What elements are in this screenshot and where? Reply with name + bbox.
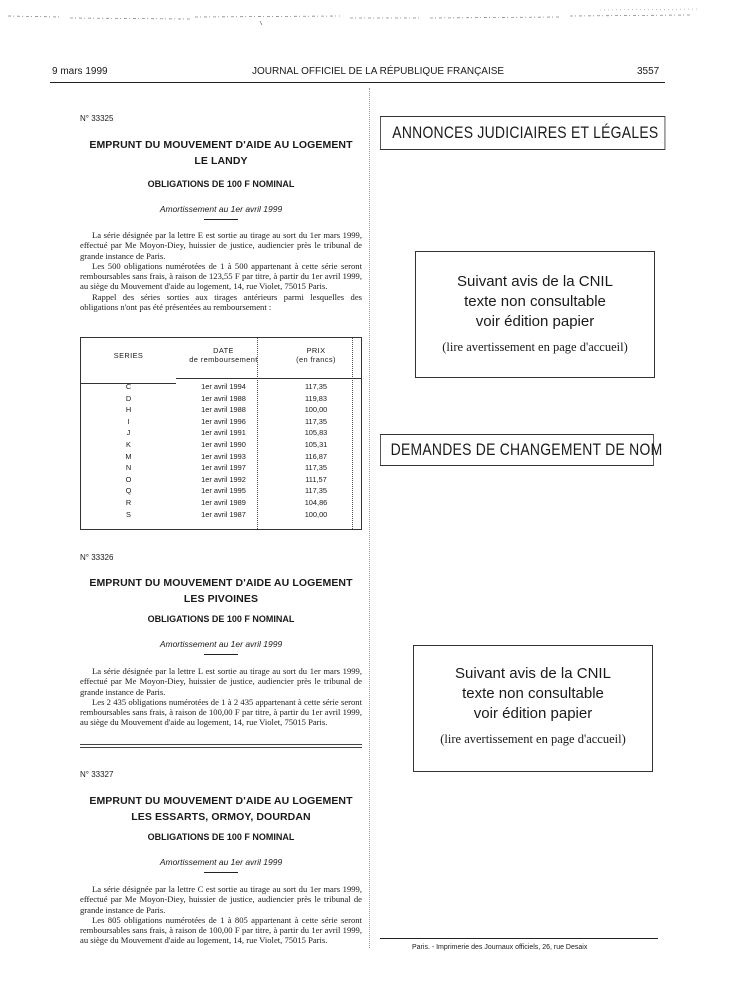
date-cell: 1er avril 1990 — [201, 440, 246, 449]
series-cell: R — [125, 498, 132, 507]
footer-rule — [380, 938, 658, 939]
price-cell: 100,00 — [304, 405, 328, 415]
table-row — [81, 416, 361, 428]
notice-separator — [80, 747, 362, 748]
notice-paragraph: La série désignée par la lettre E est sortie au tirage au sort du 1er mars 1999, effectué par Me Moyon-Diey, huissier de justice, audiencier près le tribunal de grande instance de Paris. — [80, 230, 362, 261]
notice-title-line2: LES ESSARTS, ORMOY, DOURDAN — [131, 811, 311, 823]
table-header-price-l1: PRIX — [306, 346, 326, 355]
header-date: 9 mars 1999 — [52, 66, 108, 77]
notice-number: N° 33325 — [80, 114, 114, 123]
notice-number: N° 33327 — [80, 770, 114, 779]
cnil-line: voir édition papier — [473, 705, 593, 722]
price-cell: 116,87 — [304, 451, 328, 461]
header-journal-title: JOURNAL OFFICIEL DE LA RÉPUBLIQUE FRANÇAISE — [252, 66, 505, 77]
notice-title — [80, 137, 362, 169]
price-cell: 100,00 — [304, 509, 328, 519]
notice-title-line2: LE LANDY — [194, 155, 248, 167]
table-row — [81, 451, 361, 463]
date-cell: 1er avril 1988 — [201, 405, 246, 415]
price-cell: 117,35 — [304, 463, 328, 473]
price-cell: 119,83 — [304, 393, 328, 403]
amortissement-line: Amortissement au 1er avril 1999 — [159, 639, 283, 649]
table-header-series: SERIES — [81, 338, 176, 384]
series-cell: N — [125, 463, 132, 473]
table-row — [81, 404, 361, 416]
notice-paragraph: Les 2 435 obligations numérotées de 1 à 2 435 appartenant à cette série seront remboursables sans frais, à raison de 100,00 F par titre, à partir du 1er avril 1999, au siège du Mouvement d'aide au logement, 14, rue Violet, 75015 Paris. — [80, 696, 362, 728]
price-cell: 105,31 — [304, 440, 328, 449]
series-cell: K — [126, 440, 131, 449]
table-row — [81, 393, 361, 405]
table-row — [81, 427, 361, 439]
table-row — [81, 474, 361, 486]
series-cell: M — [125, 451, 132, 461]
series-cell: Q — [125, 486, 132, 496]
notice-title — [80, 575, 362, 607]
cnil-line: Suivant avis de la CNIL — [455, 665, 611, 682]
table-row — [81, 497, 361, 509]
section-heading-changement-nom: DEMANDES DE CHANGEMENT DE NOM — [380, 434, 654, 466]
notice-title-line1: EMPRUNT DU MOUVEMENT D'AIDE AU LOGEMENT — [89, 795, 353, 807]
notice-body — [80, 230, 362, 312]
table-row — [81, 439, 361, 451]
notice-title-line1: EMPRUNT DU MOUVEMENT D'AIDE AU LOGEMENT — [89, 577, 353, 589]
column-divider — [369, 88, 370, 948]
series-cell: S — [126, 509, 131, 519]
date-cell: 1er avril 1991 — [201, 428, 246, 438]
notice-paragraph: La série désignée par la lettre C est sortie au tirage au sort du 1er mars 1999, effectué par Me Moyon-Diey, huissier de justice, audiencier près le tribunal de grande instance de Paris. — [80, 884, 362, 915]
date-cell: 1er avril 1989 — [201, 498, 246, 507]
series-cell: D — [125, 393, 132, 403]
amortissement-line: Amortissement au 1er avril 1999 — [159, 857, 283, 867]
notice-body — [80, 666, 362, 728]
printer-imprint: Paris. - Imprimerie des Journaux officiels, 26, rue Desaix — [412, 944, 588, 951]
price-cell: 117,35 — [304, 382, 328, 391]
notice-paragraph: Les 500 obligations numérotées de 1 à 500 appartenant à cette série seront remboursables sans frais, à raison de 123,55 F par titre, à partir du 1er avril 1999, au siège du Mouvement d'aide au logement, 14, rue Violet, 75015 Paris. — [80, 260, 362, 292]
table-row — [81, 509, 361, 521]
price-cell: 117,35 — [304, 486, 328, 496]
short-rule — [204, 872, 238, 873]
header-rule — [50, 82, 665, 83]
notice-separator — [80, 744, 362, 745]
series-cell: O — [125, 474, 132, 484]
notice-paragraph: La série désignée par la lettre L est sortie au tirage au sort du 1er mars 1999, effectué par Me Moyon-Diey, huissier de justice, audiencier près le tribunal de grande instance de Paris. — [80, 666, 362, 697]
cnil-warning: (lire avertissement en page d'accueil) — [440, 732, 626, 746]
table-row — [81, 381, 361, 393]
cnil-line: texte non consultable — [462, 685, 604, 702]
series-cell: I — [127, 416, 130, 426]
series-cell: H — [125, 405, 132, 415]
price-cell: 105,83 — [304, 428, 328, 438]
notice-number: N° 33326 — [80, 553, 114, 562]
date-cell: 1er avril 1997 — [201, 463, 246, 473]
price-cell: 117,35 — [304, 416, 328, 426]
date-cell: 1er avril 1987 — [201, 509, 246, 519]
series-cell: J — [126, 428, 131, 438]
table-header-price — [271, 338, 361, 379]
date-cell: 1er avril 1988 — [201, 393, 246, 403]
notice-title — [80, 793, 362, 825]
obligations-heading: OBLIGATIONS DE 100 F NOMINAL — [147, 832, 295, 842]
cnil-notice — [413, 645, 653, 772]
obligations-heading: OBLIGATIONS DE 100 F NOMINAL — [147, 179, 295, 189]
notice-body — [80, 884, 362, 946]
date-cell: 1er avril 1993 — [201, 451, 246, 461]
notice-paragraph: Rappel des séries sorties aux tirages antérieurs parmi lesquelles des obligations n'ont pas été présentées au remboursement : — [80, 291, 362, 313]
cnil-line: Suivant avis de la CNIL — [457, 273, 613, 290]
notice-paragraph: Les 805 obligations numérotées de 1 à 805 appartenant à cette série seront remboursables sans frais, à raison de 100,00 F par titre, à partir du 1er avril 1999, au siège du Mouvement d'aide au logement, 14, rue Violet, 75015 Paris. — [80, 914, 362, 946]
obligations-heading: OBLIGATIONS DE 100 F NOMINAL — [147, 614, 295, 624]
date-cell: 1er avril 1992 — [201, 474, 246, 484]
date-cell: 1er avril 1994 — [201, 382, 246, 391]
table-row — [81, 485, 361, 497]
date-cell: 1er avril 1996 — [201, 416, 246, 426]
cnil-warning: (lire avertissement en page d'accueil) — [442, 340, 628, 354]
price-cell: 111,57 — [305, 474, 327, 484]
table-header-date-l2: de remboursement — [189, 355, 258, 364]
series-cell: C — [125, 382, 132, 391]
short-rule — [204, 219, 238, 220]
table-header-price-l2: (en francs) — [296, 355, 336, 364]
cnil-notice — [415, 251, 655, 378]
cnil-line: texte non consultable — [464, 293, 606, 310]
series-table — [80, 337, 362, 530]
section-heading-annonces: ANNONCES JUDICIAIRES ET LÉGALES — [380, 116, 665, 150]
notice-title-line2: LES PIVOINES — [183, 593, 259, 605]
short-rule — [204, 654, 238, 655]
scan-noise — [0, 6, 731, 28]
amortissement-line: Amortissement au 1er avril 1999 — [159, 204, 283, 214]
table-row — [81, 462, 361, 474]
table-header-date — [176, 338, 271, 379]
price-cell: 104,86 — [304, 498, 328, 507]
date-cell: 1er avril 1995 — [201, 486, 246, 496]
cnil-line: voir édition papier — [475, 313, 595, 330]
header-page-number: 3557 — [637, 66, 660, 77]
notice-title-line1: EMPRUNT DU MOUVEMENT D'AIDE AU LOGEMENT — [89, 139, 353, 151]
table-header-date-l1: DATE — [213, 346, 234, 355]
